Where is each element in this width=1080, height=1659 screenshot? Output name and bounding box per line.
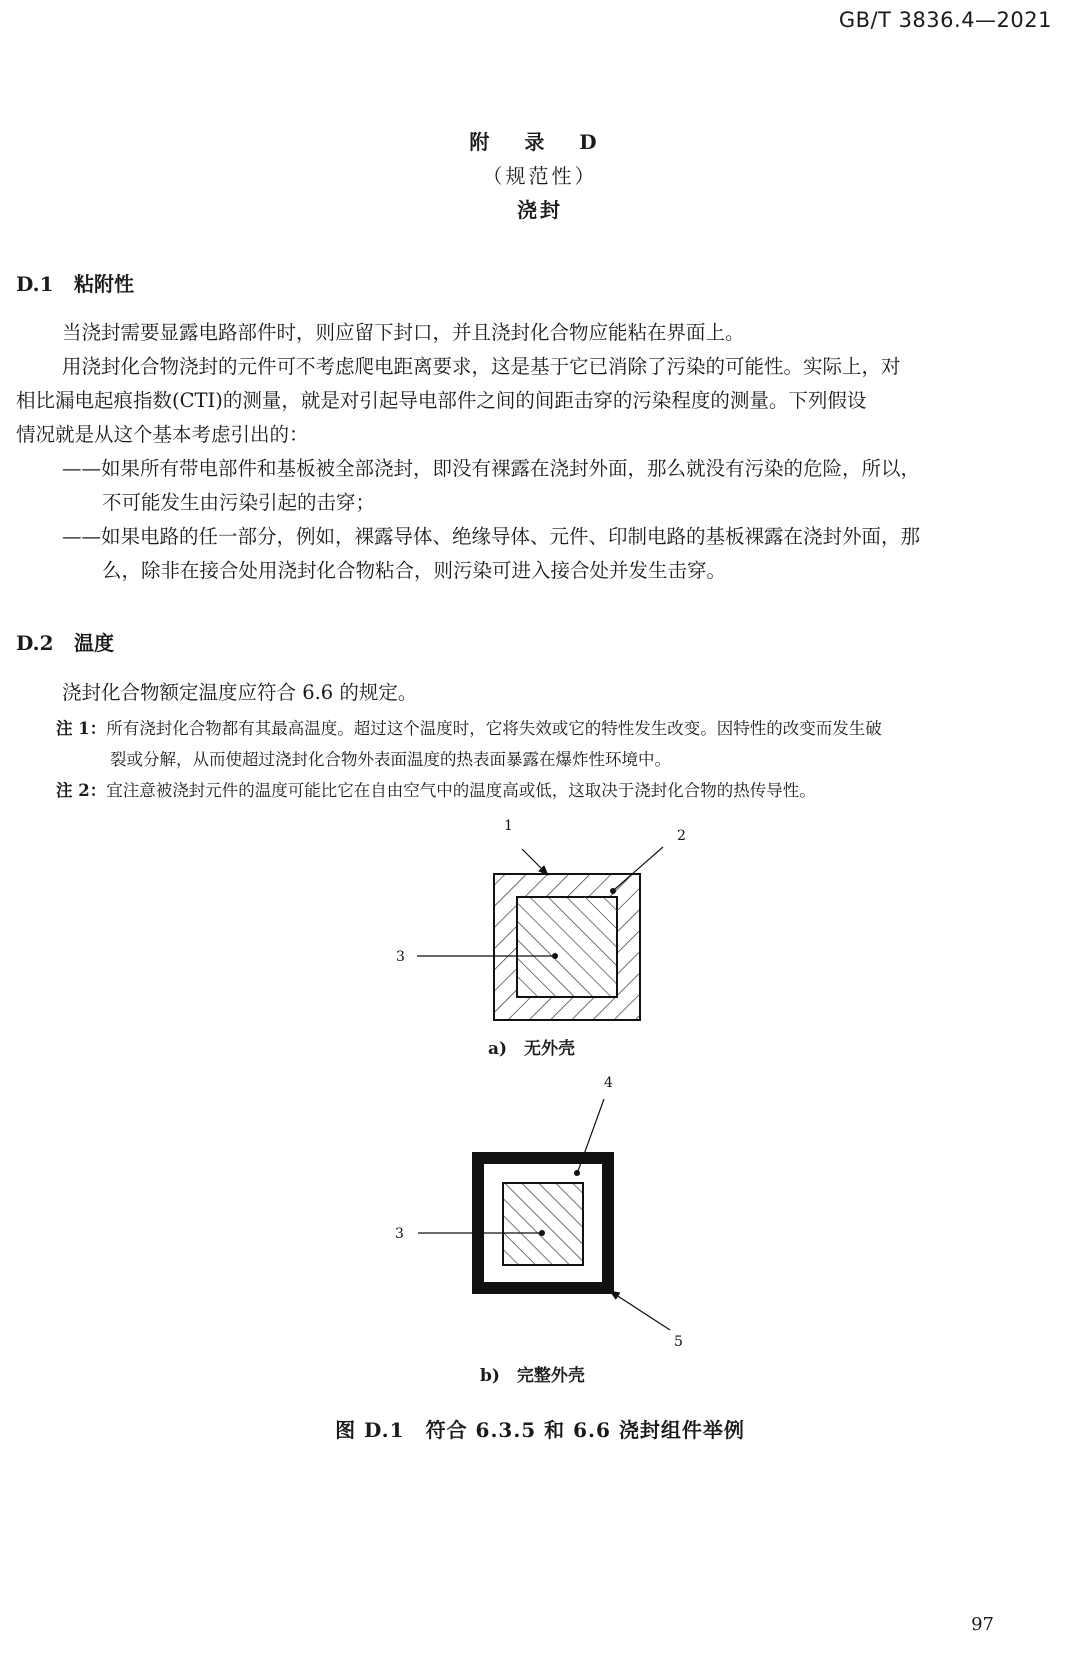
note-tag: 注 2：: [56, 781, 107, 800]
leader-dot-3b: [539, 1230, 545, 1236]
encapsulated-component: [503, 1183, 583, 1265]
list-item-line: ——如果所有带电部件和基板被全部浇封，即没有裸露在浇封外面，那么就没有污染的危险，所以，: [62, 457, 921, 480]
subfigure-caption-b: b) 完整外壳: [480, 1366, 585, 1386]
list-item-line: ——如果电路的任一部分，例如，裸露导体、绝缘导体、元件、印制电路的基板裸露在浇封外面，那: [62, 525, 921, 548]
paragraph-line: 当浇封需要显露电路部件时，则应留下封口，并且浇封化合物应能粘在界面上。: [62, 321, 745, 344]
clause-number: D.1: [16, 272, 54, 296]
clause-title: 粘附性: [74, 272, 134, 296]
subfigure-caption-a: a) 无外壳: [488, 1039, 576, 1059]
page-number: 97: [971, 1614, 994, 1635]
paragraph-line: 情况就是从这个基本考虑引出的：: [16, 423, 309, 446]
leader-line-5: [610, 1291, 670, 1330]
clause-number: D.2: [16, 631, 54, 655]
paragraph-line: 浇封化合物额定温度应符合 6.6 的规定。: [62, 681, 418, 704]
figure-a-no-enclosure: [396, 818, 686, 1020]
leader-dot-4: [574, 1170, 580, 1176]
figure-b-complete-enclosure: [395, 1075, 683, 1350]
figure-title: 图 D.1 符合 6.3.5 和 6.6 浇封组件举例: [335, 1418, 745, 1442]
paragraph-line: 相比漏电起痕指数(CTI)的测量，就是对引起导电部件之间的间距击穿的污染程度的测量。下列假设: [16, 389, 867, 412]
callout-label: 4: [604, 1075, 613, 1091]
annex-title: 附 录 D: [469, 130, 611, 154]
callout-label: 3: [396, 949, 405, 965]
callout-label: 5: [674, 1334, 683, 1350]
leader-line-1: [522, 849, 548, 875]
callout-label: 2: [677, 828, 686, 844]
list-item-line: 么，除非在接合处用浇封化合物粘合，则污染可进入接合处并发生击穿。: [102, 559, 727, 582]
annex-name: 浇封: [517, 198, 563, 222]
clause-title: 温度: [74, 631, 114, 655]
note-1-continuation: 裂或分解，从而使超过浇封化合物外表面温度的热表面暴露在爆炸性环境中。: [110, 750, 671, 769]
note-text: 所有浇封化合物都有其最高温度。超过这个温度时，它将失效或它的特性发生改变。因特性的改变而发生破: [106, 719, 882, 738]
callout-label: 1: [504, 818, 513, 834]
leader-dot-3a: [552, 953, 558, 959]
annex-type: （规范性）: [482, 164, 598, 188]
callout-label: 3: [395, 1226, 404, 1242]
leader-dot-2: [610, 888, 616, 894]
standard-number: GB/T 3836.4—2021: [838, 8, 1052, 32]
encapsulated-component: [517, 897, 617, 997]
note-text: 宜注意被浇封元件的温度可能比它在自由空气中的温度高或低，这取决于浇封化合物的热传导性。: [106, 781, 816, 800]
paragraph-line: 用浇封化合物浇封的元件可不考虑爬电距离要求，这是基于它已消除了污染的可能性。实际上，对: [62, 355, 901, 378]
list-item-line: 不可能发生由污染引起的击穿；: [102, 491, 376, 514]
note-tag: 注 1：: [56, 719, 107, 738]
